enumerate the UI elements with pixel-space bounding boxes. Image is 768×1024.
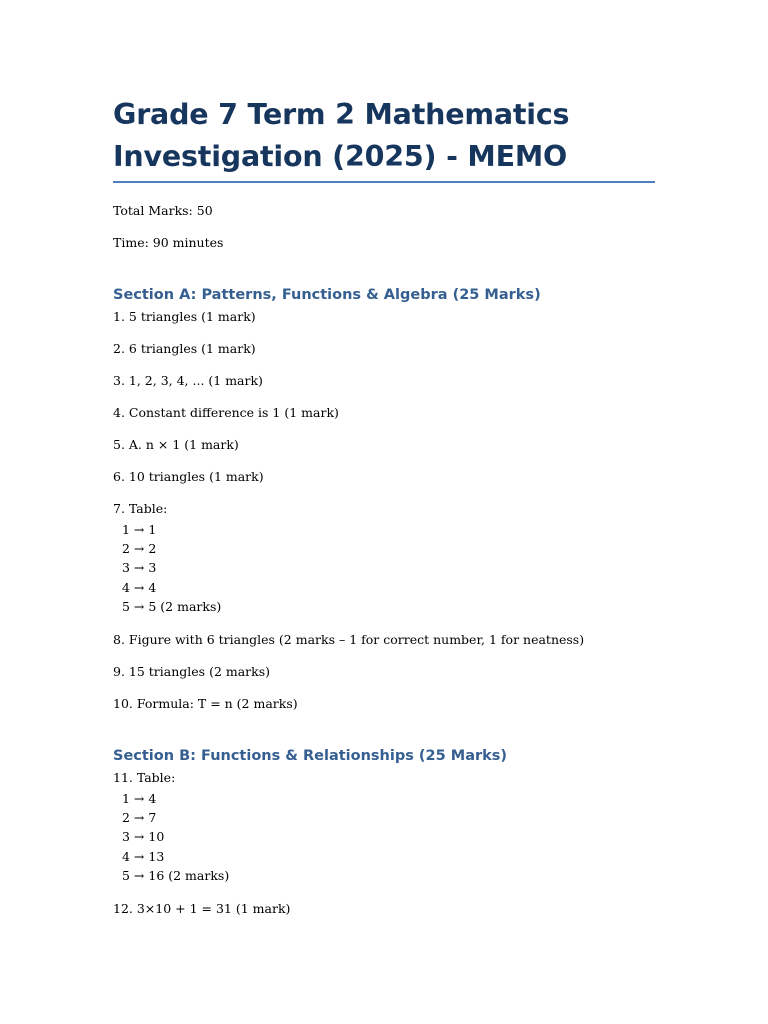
table-row: 1 → 4 xyxy=(122,791,157,807)
table-row: 2 → 7 xyxy=(122,810,157,826)
answer-5: 5. A. n × 1 (1 mark) xyxy=(113,437,239,452)
answer-4: 4. Constant difference is 1 (1 mark) xyxy=(113,405,339,420)
answer-8: 8. Figure with 6 triangles (2 marks – 1 for correct number, 1 for neatness) xyxy=(113,632,585,648)
answer-9: 9. 15 triangles (2 marks) xyxy=(113,664,271,680)
answer-3: 3. 1, 2, 3, 4, ... (1 mark) xyxy=(113,373,263,388)
answer-6: 6. 10 triangles (1 mark) xyxy=(113,469,264,484)
title-divider xyxy=(113,181,655,183)
answer-11-table xyxy=(113,789,655,885)
answer-11-heading: 11. Table: xyxy=(113,770,176,786)
answer-11 xyxy=(113,770,655,885)
table-row: 5 → 16 (2 marks) xyxy=(122,867,230,883)
answer-1: 1. 5 triangles (1 mark) xyxy=(113,309,256,324)
time-allowed: Time: 90 minutes xyxy=(113,235,224,250)
table-row: 4 → 4 xyxy=(122,579,157,595)
answer-10: 10. Formula: T = n (2 marks) xyxy=(113,696,298,712)
table-row: 3 → 3 xyxy=(122,560,157,576)
table-row: 3 → 10 xyxy=(122,829,165,845)
answer-7 xyxy=(113,501,655,616)
table-row: 2 → 2 xyxy=(122,541,157,557)
title-line-2: Investigation (2025) - MEMO xyxy=(113,140,568,173)
title-line-1: Grade 7 Term 2 Mathematics xyxy=(113,98,570,131)
section-a-heading: Section A: Patterns, Functions & Algebra (25 Marks) xyxy=(113,287,541,303)
answer-7-heading: 7. Table: xyxy=(113,501,168,516)
memo-page xyxy=(113,94,655,933)
answer-7-table xyxy=(113,520,655,616)
document-title xyxy=(113,94,655,178)
table-row: 1 → 1 xyxy=(122,522,157,537)
answer-12: 12. 3×10 + 1 = 31 (1 mark) xyxy=(113,901,291,917)
table-row: 5 → 5 (2 marks) xyxy=(122,598,222,614)
total-marks: Total Marks: 50 xyxy=(113,203,213,218)
section-b-heading: Section B: Functions & Relationships (25 Marks) xyxy=(113,748,508,765)
table-row: 4 → 13 xyxy=(122,848,165,864)
answer-2: 2. 6 triangles (1 mark) xyxy=(113,341,256,356)
